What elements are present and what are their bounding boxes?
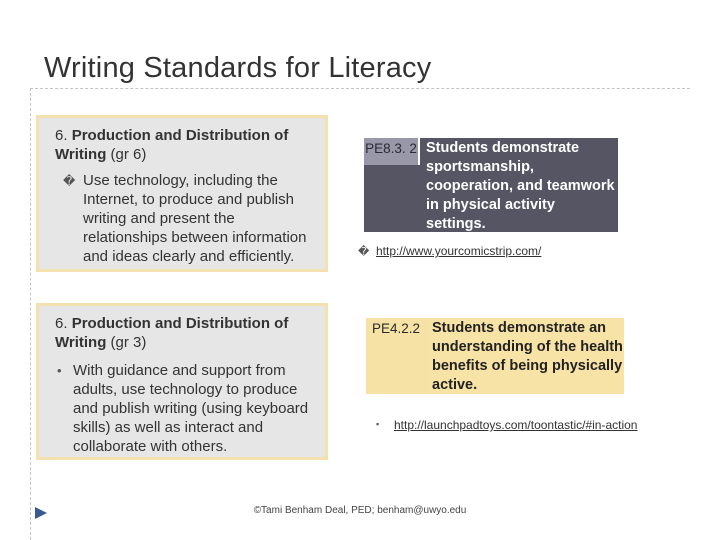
heading-number: 6. [55, 315, 68, 332]
bullet-text: With guidance and support from adults, use technology to produce and publish writing (using keyboard skills) as well as interact and collaborate with others. [73, 362, 309, 455]
heading-number: 6. [55, 127, 68, 144]
heading-grade: (gr 3) [106, 334, 147, 351]
heading-bold: Production and Distribution of Writing [55, 127, 289, 163]
footer-credit: ©Tami Benham Deal, PED; benham@uwyo.edu [253, 505, 467, 516]
standard-box-grade6 [36, 115, 328, 272]
pe-text-health: Students demonstrate an understanding of the health benefits of being physically active. [428, 318, 624, 394]
bullet-dot-icon: • [57, 363, 62, 378]
bullet-glyph-icon: � [63, 174, 76, 188]
slide-title: Writing Standards for Literacy [44, 52, 432, 84]
pe-code-health: PE4.2.2 [366, 318, 428, 394]
left-margin-rule [30, 88, 31, 540]
comicstrip-link[interactable]: http://www.yourcomicstrip.com/ [376, 244, 542, 258]
toontastic-link[interactable]: http://launchpadtoys.com/toontastic/#in-action [394, 418, 638, 432]
pe-code-sportsmanship: PE8.3. 2 [364, 138, 418, 165]
bullet-item [55, 171, 311, 266]
pe-code-backdrop [364, 165, 420, 232]
link-row-toontastic [376, 418, 637, 432]
bullet-text: Use technology, including the Internet, to produce and publish writing and present the relationships between information and ideas clearly and efficiently. [83, 172, 307, 265]
standard-box-grade3 [36, 303, 328, 460]
link-row-comicstrip [358, 244, 541, 258]
standard-heading-grade6 [55, 126, 311, 164]
pe-text-sportsmanship: Students demonstrate sportsmanship, cooperation, and teamwork in physical activity settings. [420, 138, 618, 232]
title-divider [30, 88, 690, 89]
bullet-square-icon: ▪ [376, 419, 380, 429]
heading-bold: Production and Distribution of Writing [55, 315, 289, 351]
heading-grade: (gr 6) [106, 146, 147, 163]
standard-heading-grade3 [55, 314, 313, 352]
bullet-item [55, 361, 313, 456]
bullet-glyph-icon: � [358, 246, 370, 258]
